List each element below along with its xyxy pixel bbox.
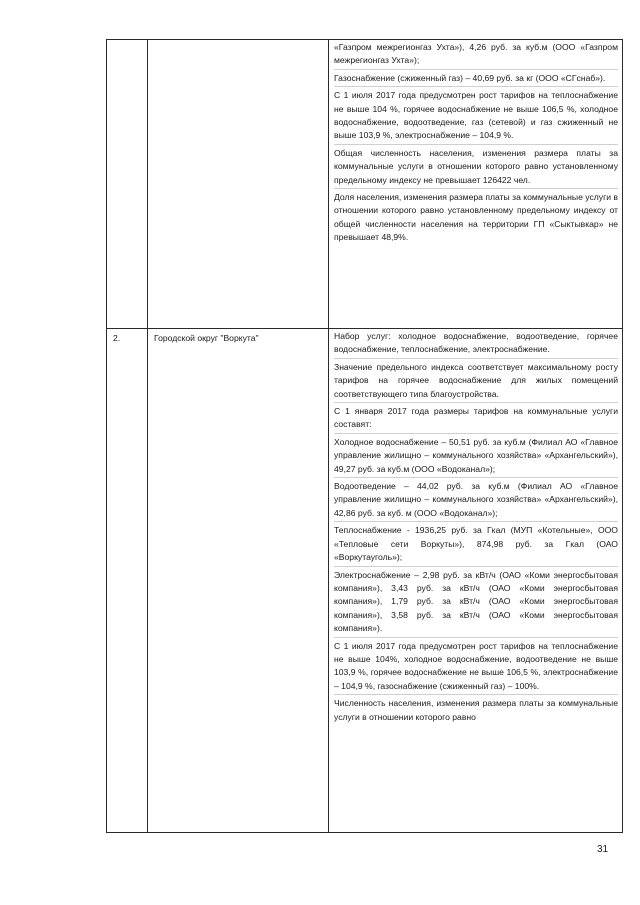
municipality-name-cell (148, 40, 329, 329)
paragraph: Значение предельного индекса соответствует максимальному росту тарифов на горячее водоснабжение для жилых помещений соответствующего типа благоустройства. (334, 361, 618, 403)
description-cell (329, 40, 623, 329)
paragraph: С 1 января 2017 года размеры тарифов на коммунальные услуги составят: (334, 405, 618, 434)
tariff-table (106, 39, 623, 833)
municipality-name-cell: Городской округ "Воркута" (148, 329, 329, 833)
paragraph: Холодное водоснабжение – 50,51 руб. за куб.м (Филиал АО «Главное управление жилищно – коммунального хозяйства» «Архангельский»), 49,27 руб. за куб.м (ООО «Водоканал»); (334, 436, 618, 478)
description-cell (329, 329, 623, 833)
table-row (107, 40, 623, 329)
paragraph: Теплоснабжение - 1936,25 руб. за Гкал (МУП «Котельные», ООО «Тепловые сети Воркуты»), 874,98 руб. за Гкал (ОАО «Воркутауголь»); (334, 524, 618, 566)
row-number-cell (107, 40, 148, 329)
page-number: 31 (597, 844, 609, 855)
paragraph: Доля населения, изменения размера платы за коммунальные услуги в отношении которого равно установленному предельному индексу от общей численности населения на территории ГП «Сыктывкар» не превышает 48,9%. (334, 192, 618, 243)
paragraph: Водоотведение – 44,02 руб. за куб.м (Филиал АО «Главное управление жилищно – коммунального хозяйства» «Архангельский»), 42,86 руб. за куб. м (ООО «Водоканал»); (334, 480, 618, 522)
paragraph: Численность населения, изменения размера платы за коммунальные услуги в отношении которого равно (334, 698, 618, 722)
row-number-cell: 2. (107, 329, 148, 833)
paragraph: С 1 июля 2017 года предусмотрен рост тарифов на теплоснабжение не выше 104 %, горячее водоснабжение не выше 106,5 %, холодное водоснабжение, водоотведение, газ (сетевой) и газ сжиженный не выше 103,9 %, электроснабжение – 104,9 %. (334, 89, 618, 145)
paragraph: «Газпром межрегионгаз Ухта»), 4,26 руб. за куб.м (ООО «Газпром межрегионгаз Ухта»); (334, 41, 618, 70)
paragraph: Газоснабжение (сжиженный газ) – 40,69 руб. за кг (ООО «СГснаб»). (334, 72, 618, 87)
paragraph: Общая численность населения, изменения размера платы за коммунальные услуги в отношении которого равно установленному предельному индексу не превышает 126422 чел. (334, 147, 618, 189)
paragraph: С 1 июля 2017 года предусмотрен рост тарифов на теплоснабжение не выше 104%, холодное водоснабжение, водоотведение не выше 103,9 %, горячее водоснабжение не выше 106,5 %, электроснабжение – 104,9 %, газоснабжение (сжиженный газ) – 100%. (334, 640, 618, 696)
table-row (107, 329, 623, 833)
paragraph: Электроснабжение – 2,98 руб. за кВт/ч (ОАО «Коми энергосбытовая компания»), 3,43 руб. за кВт/ч (ОАО «Коми энергосбытовая компания»), 1,79 руб. за кВт/ч (ОАО «Коми энергосбытовая компания»), 3,58 руб. за кВт/ч (ОАО «Коми энергосбытовая компания»). (334, 569, 618, 638)
paragraph: Набор услуг: холодное водоснабжение, водоотведение, горячее водоснабжение, теплоснабжение, электроснабжение. (334, 330, 618, 359)
